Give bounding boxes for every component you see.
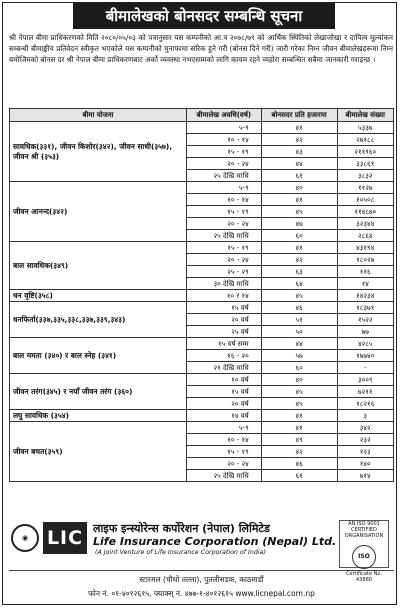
policy-count-cell: १८३७१ xyxy=(337,302,394,314)
term-cell: १५ वर्ष xyxy=(187,386,262,398)
table-header-row xyxy=(10,109,394,122)
policy-count-cell: २८६४ xyxy=(337,230,394,242)
bonus-rate-cell: ६४ xyxy=(261,278,337,290)
bonus-rate-table xyxy=(9,108,394,482)
bonus-rate-cell: ४१ xyxy=(261,122,337,134)
term-cell: २० वर्ष xyxy=(187,398,262,410)
plan-name: जीवन बचत(३५९) xyxy=(10,422,187,482)
term-cell: १० वर्ष xyxy=(187,374,262,386)
bonus-rate-cell: ६१ xyxy=(261,470,337,482)
policy-count-cell: ३४२ xyxy=(337,422,394,434)
bonus-rate-cell: ६० xyxy=(261,230,337,242)
policy-count-cell: २७१८८ xyxy=(337,134,394,146)
policy-count-cell: १०५०८ xyxy=(337,194,394,206)
plan-name: धनफिर्ता(३३७,३३५,३३८,३३७,३३९,३४३) xyxy=(10,302,187,338)
bonus-rate-cell: ४० xyxy=(261,374,337,386)
footer-divider xyxy=(9,570,394,571)
bonus-rate-cell: ४६ xyxy=(261,302,337,314)
term-cell: २५ देखि माथि xyxy=(187,230,262,242)
policy-count-cell: ११६ xyxy=(337,266,394,278)
col-policy-count: बीमालेख संख्या xyxy=(337,109,394,122)
bonus-rate-cell: ४५ xyxy=(261,290,337,302)
term-cell: २५ - २९ xyxy=(187,266,262,278)
bonus-rate-cell: ४४ xyxy=(261,338,337,350)
company-subtitle: (A Joint Venture of Life Insurance Corporation of India) xyxy=(95,549,266,556)
bonus-rate-cell: ४० xyxy=(261,182,337,194)
table-row xyxy=(10,122,394,134)
bonus-rate-cell: ५० xyxy=(261,326,337,338)
term-cell: २५ देखि माथि xyxy=(187,170,262,182)
policy-count-cell: ७७ xyxy=(337,326,394,338)
table-row xyxy=(10,422,394,434)
policy-count-cell: ३ xyxy=(337,410,394,422)
table-row xyxy=(10,242,394,254)
policy-count-cell: १२३ xyxy=(337,446,394,458)
term-cell: २० वर्ष xyxy=(187,314,262,326)
policy-count-cell: ५३३७ xyxy=(337,122,394,134)
table-row xyxy=(10,410,394,422)
table-row xyxy=(10,290,394,302)
term-cell: २५ देखि माथि xyxy=(187,470,262,482)
term-cell: १६ - २० xyxy=(187,350,262,362)
term-cell: २५ वर्ष xyxy=(187,326,262,338)
iso-certificate-number: Certificate No. 43880 xyxy=(346,571,382,583)
emblem-icon: ◉ xyxy=(11,524,39,552)
term-cell: २१ देखि माथि xyxy=(187,362,262,374)
policy-count-cell: ३३८६१ xyxy=(337,158,394,170)
term-cell: ३० देखि माथि xyxy=(187,278,262,290)
term-cell: १५ - १९ xyxy=(187,242,262,254)
term-cell: १५ - १९ xyxy=(187,146,262,158)
plan-name: जीवन आनन्द(३४२) xyxy=(10,182,187,242)
col-term: बीमालेख अवधि(वर्ष) xyxy=(187,109,262,122)
bonus-rate-cell: ४५ xyxy=(261,398,337,410)
company-name-english: Life Insurance Corporation (Nepal) Ltd. xyxy=(93,535,337,548)
policy-count-cell: १४ xyxy=(337,278,394,290)
bonus-rate-cell: ४२ xyxy=(261,254,337,266)
table-row xyxy=(10,338,394,350)
policy-count-cell: ७१४ xyxy=(337,470,394,482)
term-cell: १० - १४ xyxy=(187,194,262,206)
bonus-rate-cell: ४५ xyxy=(261,386,337,398)
term-cell: १५ वर्ष xyxy=(187,302,262,314)
policy-count-cell: १७७४० xyxy=(337,350,394,362)
bonus-rate-cell: ४५ xyxy=(261,206,337,218)
table-row xyxy=(10,182,394,194)
term-cell: १५ वर्ष सम्म xyxy=(187,338,262,350)
term-cell: २० - २४ xyxy=(187,254,262,266)
term-cell: २० - २४ xyxy=(187,158,262,170)
bonus-rate-cell: ४३ xyxy=(261,146,337,158)
policy-count-cell: २११९६० xyxy=(337,146,394,158)
bonus-rate-cell: ४२ xyxy=(261,134,337,146)
company-address: स्टारमल (चौथो तल्ला), पुतलीसडक, काठमाडौं xyxy=(139,575,264,584)
policy-count-cell: ४२८५ xyxy=(337,338,394,350)
table-row xyxy=(10,302,394,314)
term-cell: ५-९ xyxy=(187,122,262,134)
bonus-rate-cell: ४२ xyxy=(261,446,337,458)
bonus-rate-cell: ४७ xyxy=(261,218,337,230)
plan-name: सावधिक(३३१), जीवन किशोर(३४२), जीवन साथी(३५७), जीवन श्री (३५३) xyxy=(10,122,187,182)
bonus-rate-cell: ४४ xyxy=(261,158,337,170)
iso-mark-icon: ISO xyxy=(352,545,376,569)
bonus-rate-cell: ४१ xyxy=(261,242,337,254)
term-cell: १० र १४ xyxy=(187,290,262,302)
bonus-rate-cell: ४१ xyxy=(261,410,337,422)
policy-count-cell: १८०२७ xyxy=(337,254,394,266)
table-body xyxy=(10,122,394,482)
policy-count-cell: ४३१९४ xyxy=(337,242,394,254)
lic-logo: LIC xyxy=(43,522,87,554)
term-cell: १५ - १९ xyxy=(187,206,262,218)
term-cell: १० - १४ xyxy=(187,434,262,446)
bonus-rate-cell: ४१ xyxy=(261,422,337,434)
term-cell: १५ - १९ xyxy=(187,446,262,458)
term-cell: ५-९ xyxy=(187,422,262,434)
company-contact: फोन नं. ०१-४०१२६१५, फ्याक्स् नं. ४७७-१-४०१२६१५ www.licnepal.com.np xyxy=(88,589,315,598)
footer xyxy=(9,518,394,603)
bonus-rate-cell: ६१ xyxy=(261,170,337,182)
policy-count-cell: ३८३२ xyxy=(337,170,394,182)
policy-count-cell: ३००९ xyxy=(337,374,394,386)
bonus-rate-cell: ४६ xyxy=(261,458,337,470)
notice-intro: श्री नेपाल बीमा प्राधिकरणको मिति २०८०/०५/०३ को पत्रानुसार यस कम्पनीको आ.व २०७८/७९ को आर्थिक स्थितिको लेखाजोखा र दायित्व मूल्यांकन सम्बन्धी बीमाङ्कीय प्रतिवेदन स्वीकृत भएकोले यस कम्पनीको मुनाफामा सरिक हुने गरी (बोनस दिने गरी) जारी गरेका निम्न जीवन बीमालेखहरूमा निम्न बमोजिमको बोनस दर श्री नेपाल बीमा प्राधिकरणबाट अर्को व्यवस्था नभएसम्मको लागि कायम रहने व्यहोरा सम्बन्धित सबैमा जानकारी गराइन्छ । xyxy=(9,33,393,65)
policy-count-cell: १५२२ xyxy=(337,314,394,326)
policy-count-cell: १८२१६ xyxy=(337,398,394,410)
policy-count-cell: - xyxy=(337,362,394,374)
policy-count-cell: १४० xyxy=(337,458,394,470)
plan-name: बाल सावधिक(३४९) xyxy=(10,242,187,290)
notice-panel xyxy=(2,2,397,605)
plan-name: लघु सावधिक (३५४) xyxy=(10,410,187,422)
policy-count-cell: २३२ xyxy=(337,434,394,446)
bonus-rate-cell: ६३ xyxy=(261,266,337,278)
term-cell: १४ वर्ष xyxy=(187,410,262,422)
table-row xyxy=(10,374,394,386)
bonus-rate-cell: ४१ xyxy=(261,194,337,206)
policy-count-cell: १४२३४ xyxy=(337,290,394,302)
bonus-rate-cell: ५१ xyxy=(261,314,337,326)
term-cell: २० - २४ xyxy=(187,458,262,470)
policy-count-cell: ३२३४४ xyxy=(337,218,394,230)
col-plan: बीमा योजना xyxy=(10,109,187,122)
iso-certification-badge xyxy=(339,520,389,583)
bonus-rate-cell: ६० xyxy=(261,362,337,374)
term-cell: १० - १४ xyxy=(187,134,262,146)
policy-count-cell: ११४८७० xyxy=(337,206,394,218)
term-cell: ५-९ xyxy=(187,182,262,194)
term-cell: २० - २४ xyxy=(187,218,262,230)
notice-title: बीमालेखको बोनसदर सम्बन्धि सूचना xyxy=(73,3,335,29)
plan-name: बाल ममता (३४०) र बाल स्नेह (३४१) xyxy=(10,338,187,374)
plan-name: धन वृष्टि(३५८) xyxy=(10,290,187,302)
plan-name: जीवन तरंग(३४५) र नयाँ जीवन तरंग (३६०) xyxy=(10,374,187,410)
bonus-rate-cell: ४९ xyxy=(261,434,337,446)
bonus-rate-cell: ५७ xyxy=(261,350,337,362)
col-bonus-rate: बोनसदर प्रति हजारमा xyxy=(261,109,337,122)
policy-count-cell: ७२११ xyxy=(337,386,394,398)
policy-count-cell: ११२७ xyxy=(337,182,394,194)
company-name-nepali: लाइफ इन्स्योरेन्स कर्पोरेशन (नेपाल) लिमिटेड xyxy=(93,522,270,535)
iso-label: AN ISO 9001 CERTIFIED ORGANISATION xyxy=(344,521,384,539)
